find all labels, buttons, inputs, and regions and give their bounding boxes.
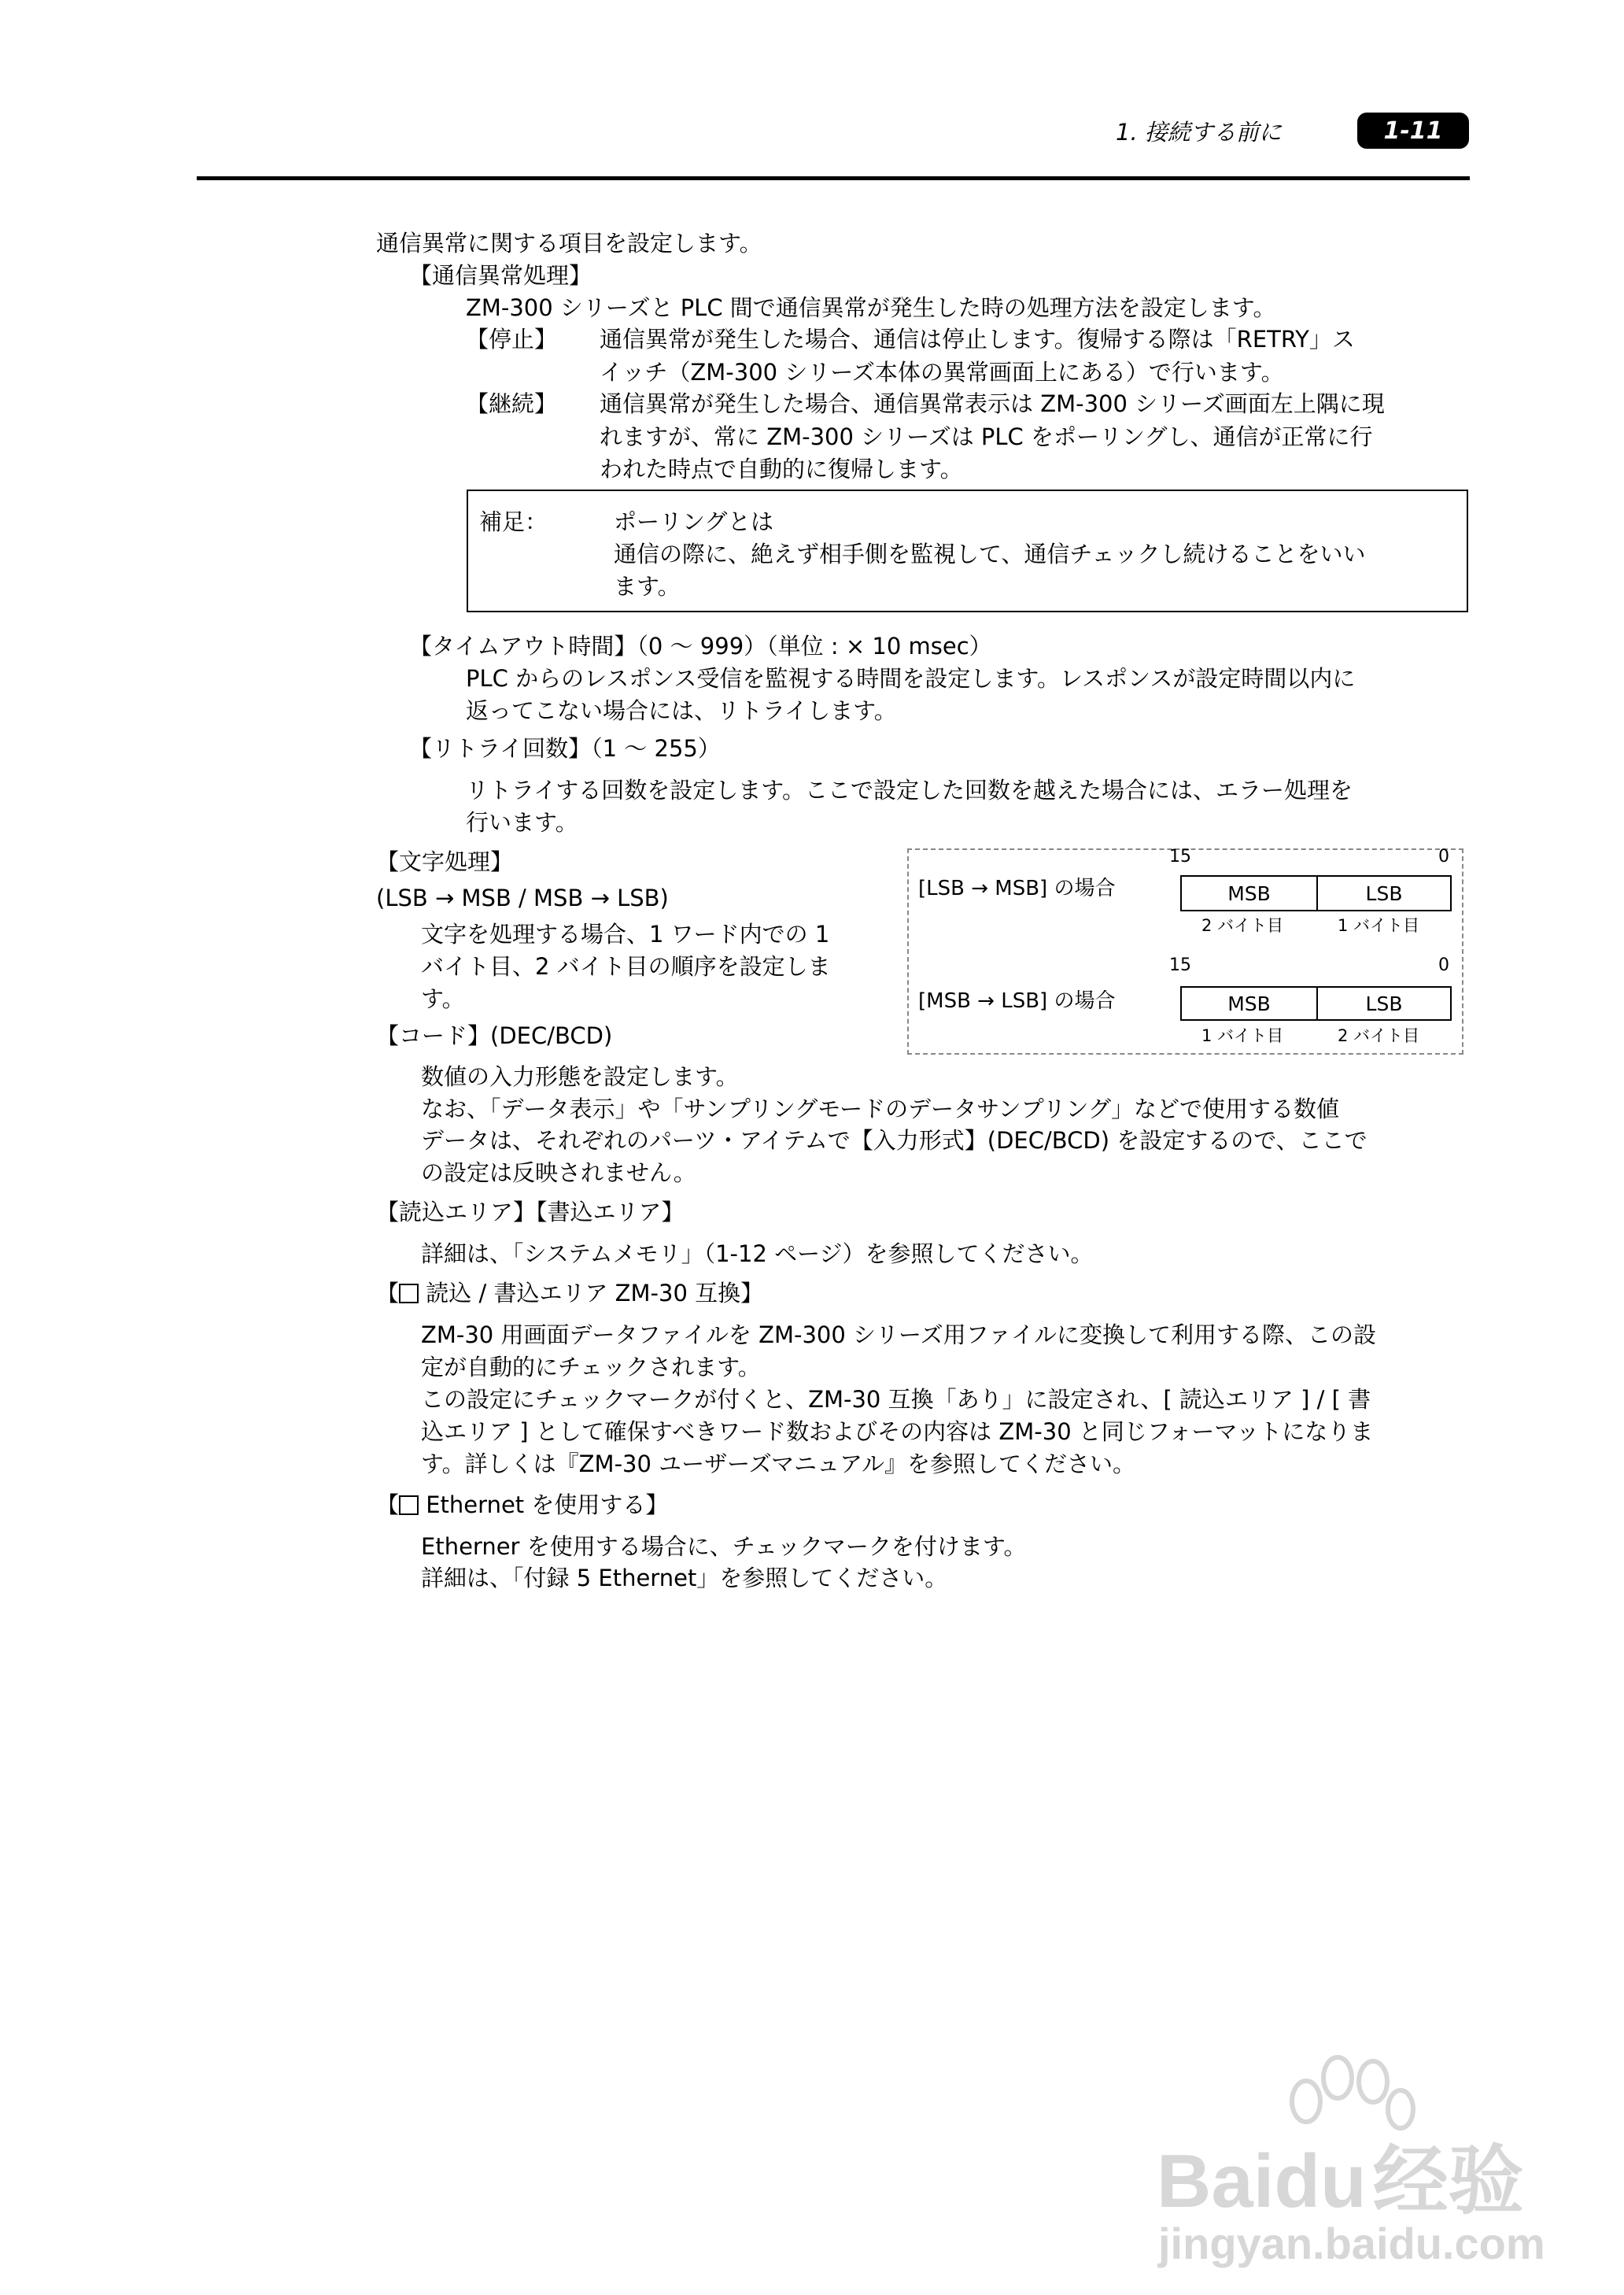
zm30-text-line: ZM-30 用画面データファイルを ZM-300 シリーズ用ファイルに変換して利用する際、この設 <box>421 1321 1377 1348</box>
comm-error-heading: 【通信異常処理】 <box>409 262 592 289</box>
page-number-badge <box>1357 113 1469 149</box>
watermark <box>1157 2078 1566 2275</box>
char-text-line: す。 <box>421 985 465 1012</box>
row1-under-lsb: 1 バイト目 <box>1338 916 1420 935</box>
retry-text-line: リトライする回数を設定します。ここで設定した回数を越えた場合には、エラー処理を <box>466 777 1353 804</box>
retry-heading: 【リトライ回数】（1 〜 255） <box>409 735 721 762</box>
watermark-url: jingyan.baidu.com <box>1158 2219 1545 2268</box>
retry-text-line: 行います。 <box>466 809 578 836</box>
code-text-line: の設定は反映されません。 <box>421 1159 696 1186</box>
row2-label: [MSB → LSB] の場合 <box>918 989 1116 1013</box>
stop-text-line: 通信異常が発生した場合、通信は停止します。復帰する際は「RETRY」ス <box>600 326 1355 353</box>
row2-under-msb: 1 バイト目 <box>1201 1026 1284 1045</box>
bit-0-label: 0 <box>1438 955 1449 975</box>
note-text-line: ポーリングとは <box>614 508 774 535</box>
char-text-line: 文字を処理する場合、1 ワード内での 1 <box>421 921 830 948</box>
code-text-line: 数値の入力形態を設定します。 <box>421 1063 739 1090</box>
bit-15-label: 15 <box>1169 955 1191 975</box>
header-rule <box>197 176 1470 180</box>
row1-lsb-cell: LSB <box>1316 875 1452 911</box>
watermark-brand <box>1157 2121 1524 2229</box>
continue-text-line: 通信異常が発生した場合、通信異常表示は ZM-300 シリーズ画面左上隅に現 <box>600 390 1385 417</box>
row2-under-lsb: 2 バイト目 <box>1338 1026 1420 1045</box>
code-text-line: なお、「データ表示」や「サンプリングモードのデータサンプリング」などで使用する数値 <box>421 1096 1339 1122</box>
rw-area-text: 詳細は、「システムメモリ」（1-12 ページ）を参照してください。 <box>421 1240 1094 1267</box>
timeout-text-line: 返ってこない場合には、リトライします。 <box>466 697 897 724</box>
ethernet-heading-bracket: 【 <box>376 1491 400 1518</box>
continue-label: 【継続】 <box>466 390 558 417</box>
char-heading: 【文字処理】 <box>376 848 514 875</box>
zm30-heading-text: 読込 / 書込エリア ZM-30 互換】 <box>419 1280 764 1306</box>
zm30-text-line: 定が自動的にチェックされます。 <box>421 1354 761 1380</box>
bit-0-label: 0 <box>1438 847 1449 867</box>
timeout-text-line: PLC からのレスポンス受信を監視する時間を設定します。レスポンスが設定時間以内に <box>466 665 1356 692</box>
timeout-heading: 【タイムアウト時間】（0 〜 999）（単位 : × 10 msec） <box>409 633 992 660</box>
row1-label: [LSB → MSB] の場合 <box>918 877 1116 900</box>
zm30-text-line: この設定にチェックマークが付くと、ZM-30 互換「あり」に設定され、[ 読込エリア ] / [ 書 <box>421 1386 1371 1413</box>
note-text-line: 通信の際に、絶えず相手側を監視して、通信チェックし続けることをいい <box>614 541 1366 567</box>
watermark-brand-cn: 经验 <box>1372 2139 1524 2223</box>
continue-text-line: われた時点で自動的に復帰します。 <box>600 456 963 482</box>
ethernet-text-line: 詳細は、「付録 5 Ethernet」を参照してください。 <box>421 1565 948 1591</box>
zm30-text-line: 込エリア ] として確保すべきワード数およびその内容は ZM-30 と同じフォーマットになりま <box>421 1418 1374 1445</box>
comm-error-desc: ZM-300 シリーズと PLC 間で通信異常が発生した時の処理方法を設定します。 <box>466 294 1276 321</box>
code-text-line: データは、それぞれのパーツ・アイテムで【入力形式】(DEC/BCD) を設定するので、ここで <box>421 1127 1367 1154</box>
watermark-brand-bai: Bai <box>1157 2139 1275 2223</box>
continue-text-line: れますが、常に ZM-300 シリーズは PLC をポーリングし、通信が正常に行 <box>600 423 1373 450</box>
ethernet-text-line: Etherner を使用する場合に、チェックマークを付けます。 <box>421 1533 1027 1560</box>
zm30-heading-bracket: 【 <box>376 1280 400 1306</box>
page-number: 1-11 <box>1383 116 1443 145</box>
chapter-title: 1. 接続する前に <box>1116 119 1282 146</box>
rw-area-heading: 【読込エリア】【書込エリア】 <box>376 1199 685 1225</box>
intro-text: 通信異常に関する項目を設定します。 <box>376 230 762 257</box>
watermark-brand-du: du <box>1274 2139 1367 2223</box>
row2-lsb-cell: LSB <box>1316 986 1452 1021</box>
row2-msb-cell: MSB <box>1180 986 1318 1021</box>
ethernet-heading <box>376 1488 668 1521</box>
ethernet-heading-text: Ethernet を使用する】 <box>419 1491 669 1518</box>
stop-label: 【停止】 <box>466 326 558 353</box>
stop-text-line: イッチ（ZM-300 シリーズ本体の異常画面上にある）で行います。 <box>600 359 1284 386</box>
checkbox-icon <box>399 1284 419 1303</box>
bit-15-label: 15 <box>1169 847 1191 867</box>
row1-msb-cell: MSB <box>1180 875 1318 911</box>
char-text-line: バイト目、2 バイト目の順序を設定しま <box>421 953 831 980</box>
note-label: 補足： <box>479 508 548 535</box>
zm30-text-line: す。詳しくは『ZM-30 ユーザーズマニュアル』を参照してください。 <box>421 1451 1135 1477</box>
zm30-heading <box>376 1277 763 1310</box>
code-heading: 【コード】(DEC/BCD) <box>376 1022 613 1049</box>
checkbox-icon <box>399 1495 419 1515</box>
note-text-line: ます。 <box>614 573 681 600</box>
char-sub: (LSB → MSB / MSB → LSB) <box>376 885 669 911</box>
row1-under-msb: 2 バイト目 <box>1201 916 1284 935</box>
